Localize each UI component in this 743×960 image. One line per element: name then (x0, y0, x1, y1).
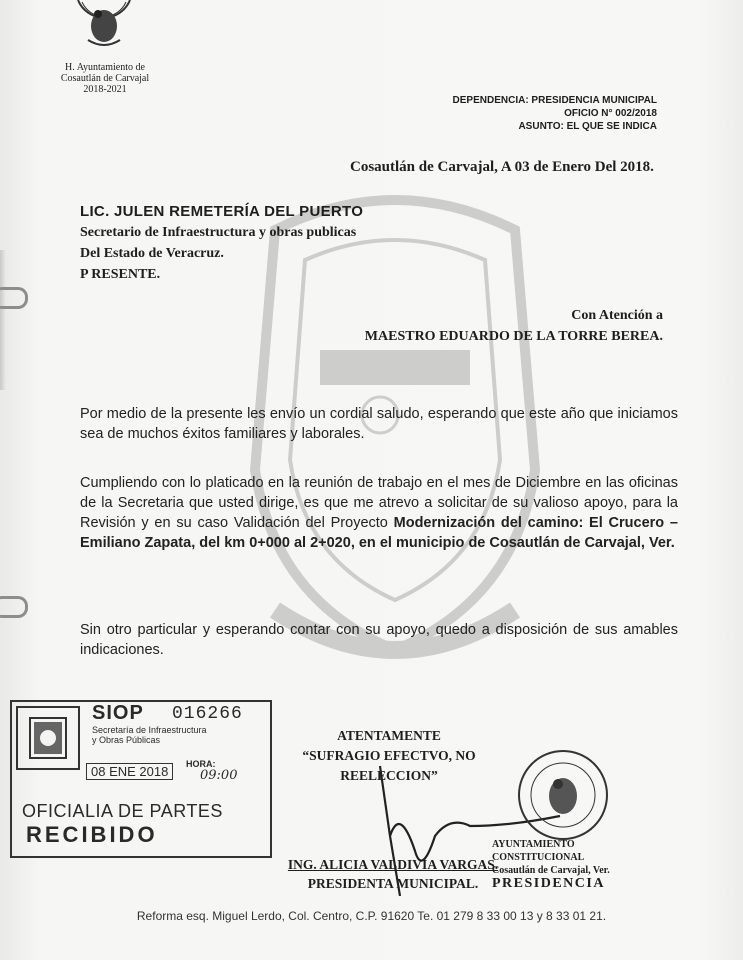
national-seal-icon (68, 0, 140, 60)
asunto-line: ASUNTO: EL QUE SE INDICA (518, 121, 657, 132)
stamp-status: RECIBIDO (26, 822, 158, 847)
municipal-seal-icon (516, 748, 610, 842)
binder-ring-bottom (0, 596, 28, 618)
seal-line-1: AYUNTAMIENTO CONSTITUCIONAL (492, 839, 585, 863)
project-name: Modernización del camino: El Crucero – Emiliano Zapata, del km 0+000 al 2+020, en el municipio de Cosautlán de Carvajal, Ver. (80, 515, 678, 551)
stamp-date: 08 ENE 2018 (86, 763, 173, 780)
recipient-name: LIC. JULEN REMETERÍA DEL PUERTO (80, 203, 364, 220)
stamp-subtitle-1: Secretaría de Infraestructura (92, 725, 207, 735)
stamp-agency: SIOP (92, 702, 144, 724)
received-stamp (10, 700, 272, 858)
oficio-line: OFICIO N° 002/2018 (564, 108, 657, 119)
recipient-title-1: Secretario de Infraestructura y obras publicas (80, 225, 357, 240)
seal-line-2: Cosautlán de Carvajal, Ver. (492, 865, 610, 876)
state-coat-of-arms-icon (16, 706, 80, 770)
signer-position: PRESIDENTA MUNICIPAL. (307, 876, 479, 891)
letterhead-city: Cosautlán de Carvajal (60, 73, 150, 84)
binder-ring-top (0, 287, 28, 309)
stamp-office: OFICIALIA DE PARTES (22, 801, 223, 821)
closing-motto: “SUFRAGIO EFECTVO, NO REELECCION” (302, 748, 476, 783)
stamp-subtitle (92, 725, 207, 745)
letterhead-term: 2018-2021 (83, 84, 127, 95)
recipient-title-2: Del Estado de Veracruz. (80, 246, 224, 261)
reference-block (453, 94, 657, 133)
stamp-folio: 016266 (172, 704, 243, 724)
footer-address: Reforma esq. Miguel Lerdo, Col. Centro, C.P. 91620 Te. 01 279 8 33 00 13 y 8 33 01 21. (136, 909, 607, 923)
stamp-hora: 09:00 (200, 768, 238, 783)
attention-name: MAESTRO EDUARDO DE LA TORRE BEREA. (364, 329, 663, 344)
body-paragraph-1: Por medio de la presente les envío un cordial saludo, esperando que este año que iniciamos sea de muchos éxitos familiares y laborales. (80, 406, 678, 442)
signature-block (268, 855, 518, 893)
attention-label: Con Atención a (571, 308, 663, 323)
letterhead-org: H. Ayuntamiento de (65, 62, 145, 73)
seal-line-3: PRESIDENCIA (492, 876, 605, 891)
attention-block (365, 305, 663, 347)
body-paragraph-2-intro: Cumpliendo con lo platicado en la reunión de trabajo en el mes de Diciembre en las oficinas de la Secretaria que usted dirige, es que me atrevo a solicitar de su valioso apoyo, para la Revisión y en su caso Validación del Proyecto (80, 475, 678, 531)
stamp-hora-label: HORA: (186, 759, 216, 769)
body-paragraph-3: Sin otro particular y esperando contar con su apoyo, quedo a disposición de sus amables indicaciones. (80, 622, 678, 658)
binder-shadow (0, 250, 6, 390)
recipient-block (80, 201, 363, 285)
body-paragraph-2 (80, 473, 678, 553)
presente-line: P RESENTE. (80, 267, 161, 282)
atentamente: ATENTAMENTE (337, 728, 441, 743)
date-line: Cosautlán de Carvajal, A 03 de Enero Del 2018. (350, 159, 654, 175)
signer-name: ING. ALICIA VALDIVIA VARGAS. (287, 857, 499, 872)
letterhead (40, 62, 170, 95)
dependencia-line: DEPENDENCIA: PRESIDENCIA MUNICIPAL (452, 95, 657, 106)
stamp-subtitle-2: y Obras Públicas (92, 735, 161, 745)
